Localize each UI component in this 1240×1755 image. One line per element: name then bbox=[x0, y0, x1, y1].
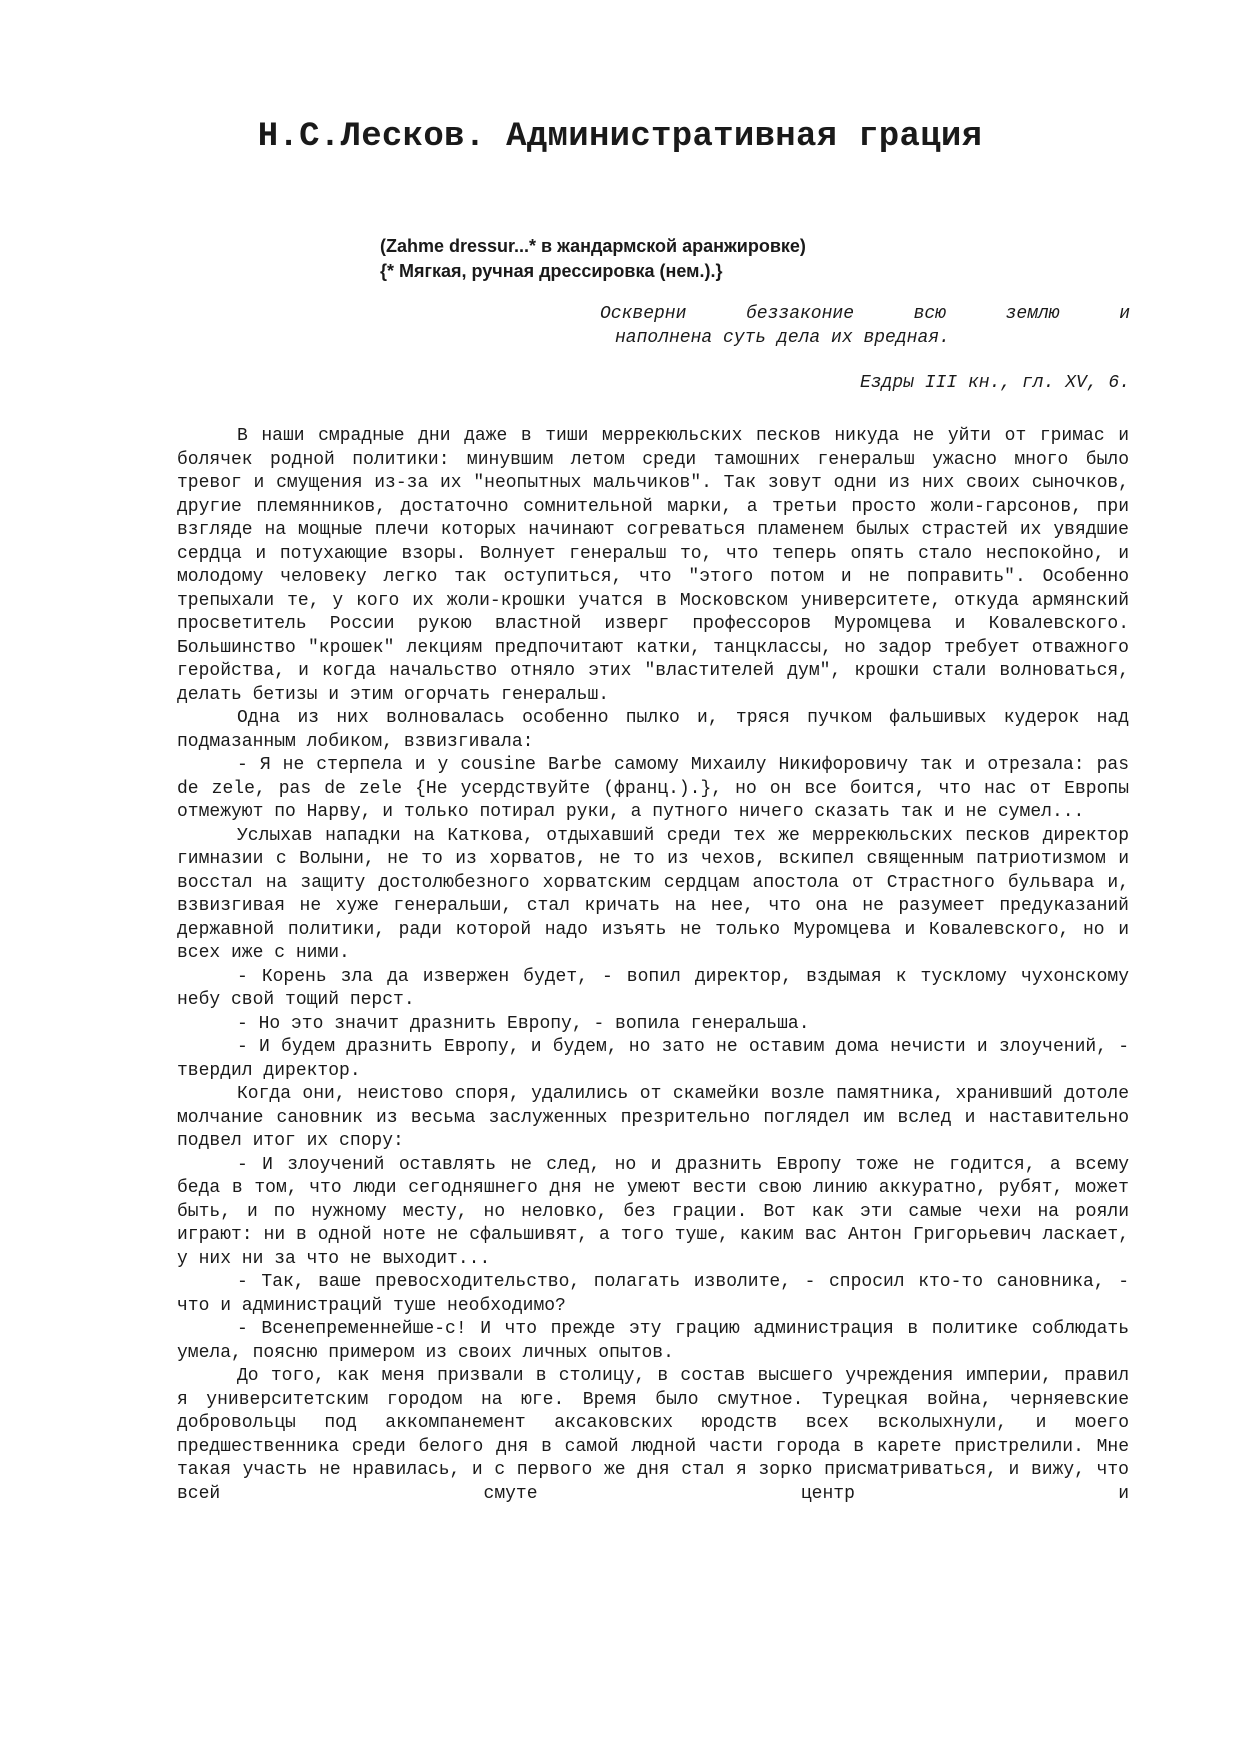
paragraph: - Корень зла да извержен будет, - вопил директор, вздымая к тусклому чухонскому небу свой тощий перст. bbox=[177, 966, 1129, 1010]
paragraph: - Но это значит дразнить Европу, - вопила генеральша. bbox=[237, 1013, 810, 1034]
epigraph-line: наполнена суть дела их вредная. bbox=[615, 327, 950, 348]
paragraph: - Всенепременнейше-с! И что прежде эту грацию администрация в политике соблюдать умела, поясню примером из своих личных опытов. bbox=[177, 1319, 1129, 1363]
subtitle-footnote: {* Мягкая, ручная дрессировка (нем.).} bbox=[380, 261, 723, 281]
paragraph: - И будем дразнить Европу, и будем, но зато не оставим дома нечисти и злоучений, - твердил директор. bbox=[177, 1037, 1129, 1081]
paragraph: - Так, ваше превосходительство, полагать изволите, - спросил кто-то сановника, - что и администраций туше необходимо? bbox=[177, 1272, 1129, 1316]
paragraph: Когда они, неистово споря, удалились от скамейки возле памятника, хранивший дотоле молчание сановник из весьма заслуженных презрительно поглядел им вслед и наставительно подвел итог их спору: bbox=[177, 1084, 1129, 1151]
epigraph bbox=[600, 303, 1130, 396]
paragraph: - Я не стерпела и у cousine Barbe самому Михаилу Никифоровичу так и отрезала: pas de zele, pas de zele {Не усердствуйте (франц.).}, но он все боится, что нас от Европы отмежуют по Нарву, и только потирал руки, а путного ничего сказать так и не сумел... bbox=[177, 755, 1129, 822]
subtitle-line: (Zahme dressur...* в жандармской аранжировке) bbox=[380, 236, 806, 256]
paragraph: Одна из них волновалась особенно пылко и, тряся пучком фальшивых кудерок над подмазанным лобиком, взвизгивала: bbox=[177, 708, 1129, 752]
body-text bbox=[177, 425, 1129, 1506]
subtitle bbox=[380, 234, 1140, 284]
page-title: Н.С.Лесков. Административная грация bbox=[257, 118, 983, 156]
paragraph: Услыхав нападки на Каткова, отдыхавший среди тех же меррекюльских песков директор гимназии с Волыни, не то из хорватов, не то из чехов, вскипел священным патриотизмом и восстал на защиту достолюбезного хорватским сердцам апостола от Страстного бульвара и, взвизгивая не хуже генеральши, стал кричать на нее, что она не разумеет предуказаний державной политики, ради которой надо изъять не только Муромцева и Ковалевского, но и всех иже с ними. bbox=[177, 825, 1129, 963]
epigraph-source: Ездры III кн., гл. XV, 6. bbox=[859, 373, 1130, 393]
paragraph: До того, как меня призвали в столицу, в состав высшего учреждения империи, правил я университетским городом на юге. Время было смутное. Турецкая война, черняевские добровольцы под аккомпанемент аксаковских юродств всех всколыхнули, и моего предшественника среди белого дня в самой людной части города в карете пристрелили. Мне такая участь не нравилась, и с первого же дня стал я зорко присматриваться, и вижу, что всей смуте центр и bbox=[177, 1366, 1129, 1504]
epigraph-line: Оскверни беззаконие всю землю и bbox=[600, 304, 1130, 324]
paragraph: - И злоучений оставлять не след, но и дразнить Европу тоже не годится, а всему беда в том, что люди сегодняшнего дня не умеют вести свою линию аккуратно, рубят, может быть, и по нужному месту, но неловко, без грации. Вот как эти самые чехи на рояли играют: ни в одной ноте не сфальшивят, а того туше, каким вас Антон Григорьевич ласкает, у них ни за что не выходит... bbox=[177, 1154, 1129, 1269]
paragraph: В наши смрадные дни даже в тиши меррекюльских песков никуда не уйти от гримас и болячек родной политики: минувшим летом среди тамошних генеральш ужасно много было тревог и смущения из-за их "неопытных мальчиков". Так зовут одни из них своих сыночков, другие племянников, достаточно сомнительной марки, а третьи просто жоли-гарсонов, при взгляде на мощные плечи которых начинают согреваться пламенем былых страстей их увядшие сердца и потухающие взоры. Волнует генеральш то, что теперь опять стало неспокойно, и молодому человеку легко так оступиться, что "этого потом и не поправить". Особенно трепыхали те, у кого их жоли-крошки учатся в Московском университете, откуда армянский просветитель России рукою властной изверг профессоров Муромцева и Ковалевского. Большинство "крошек" лекциям предпочитают катки, танцклассы, но задор требует отважного геройства, и когда начальство отняло этих "властителей дум", крошки стали волноваться, делать бетизы и этим огорчать генеральш. bbox=[177, 426, 1129, 705]
